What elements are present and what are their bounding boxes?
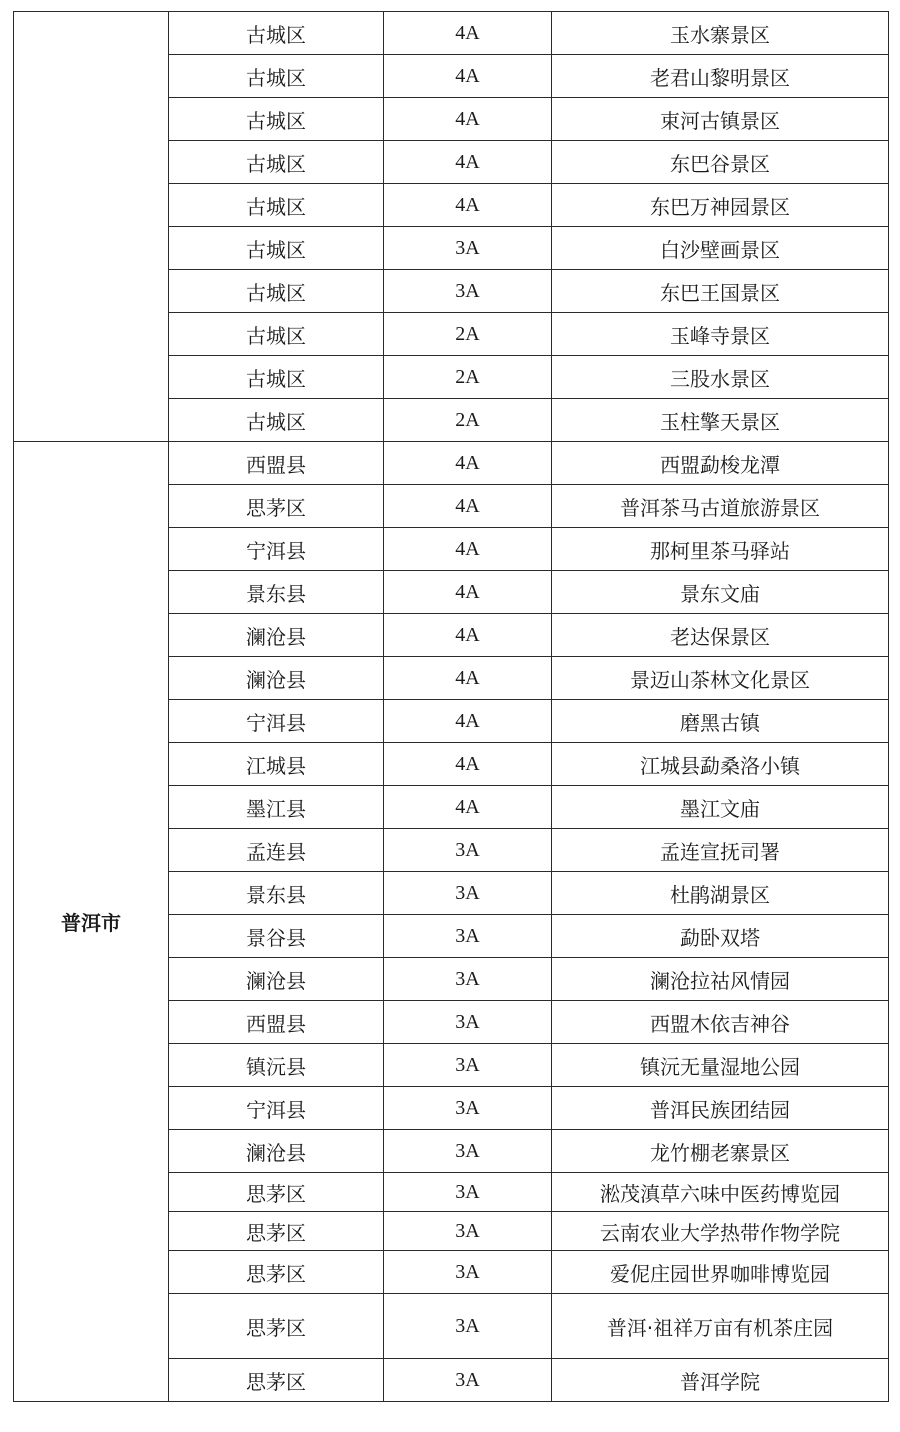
grade-cell: 4A — [384, 528, 552, 571]
district-cell: 西盟县 — [169, 1001, 384, 1044]
attraction-name-cell: 磨黑古镇 — [552, 700, 889, 743]
district-cell: 镇沅县 — [169, 1044, 384, 1087]
district-cell: 古城区 — [169, 356, 384, 399]
grade-cell: 3A — [384, 1044, 552, 1087]
district-cell: 宁洱县 — [169, 700, 384, 743]
grade-cell: 2A — [384, 313, 552, 356]
attraction-name-cell: 普洱学院 — [552, 1359, 889, 1402]
district-cell: 墨江县 — [169, 786, 384, 829]
grade-cell: 3A — [384, 227, 552, 270]
grade-cell: 3A — [384, 1251, 552, 1294]
attractions-table — [13, 11, 889, 1402]
attraction-name-cell: 普洱·祖祥万亩有机茶庄园 — [552, 1294, 889, 1359]
attraction-name-cell: 孟连宣抚司署 — [552, 829, 889, 872]
district-cell: 西盟县 — [169, 442, 384, 485]
district-cell: 思茅区 — [169, 485, 384, 528]
grade-cell: 4A — [384, 98, 552, 141]
grade-cell: 4A — [384, 700, 552, 743]
attraction-name-cell: 淞茂滇草六味中医药博览园 — [552, 1173, 889, 1212]
attraction-name-cell: 普洱茶马古道旅游景区 — [552, 485, 889, 528]
district-cell: 澜沧县 — [169, 958, 384, 1001]
grade-cell: 3A — [384, 270, 552, 313]
district-cell: 古城区 — [169, 313, 384, 356]
district-cell: 景东县 — [169, 872, 384, 915]
attraction-name-cell: 老君山黎明景区 — [552, 55, 889, 98]
attraction-name-cell: 杜鹃湖景区 — [552, 872, 889, 915]
district-cell: 古城区 — [169, 270, 384, 313]
district-cell: 古城区 — [169, 141, 384, 184]
district-cell: 思茅区 — [169, 1212, 384, 1251]
grade-cell: 4A — [384, 442, 552, 485]
grade-cell: 3A — [384, 1130, 552, 1173]
attraction-name-cell: 东巴谷景区 — [552, 141, 889, 184]
district-cell: 古城区 — [169, 399, 384, 442]
attraction-name-cell: 勐卧双塔 — [552, 915, 889, 958]
grade-cell: 3A — [384, 872, 552, 915]
district-cell: 古城区 — [169, 184, 384, 227]
district-cell: 宁洱县 — [169, 528, 384, 571]
district-cell: 古城区 — [169, 227, 384, 270]
attraction-name-cell: 澜沧拉祜风情园 — [552, 958, 889, 1001]
grade-cell: 3A — [384, 1173, 552, 1212]
grade-cell: 3A — [384, 1294, 552, 1359]
district-cell: 孟连县 — [169, 829, 384, 872]
attraction-name-cell: 墨江文庙 — [552, 786, 889, 829]
grade-cell: 3A — [384, 1087, 552, 1130]
grade-cell: 3A — [384, 1359, 552, 1402]
attraction-name-cell: 西盟勐梭龙潭 — [552, 442, 889, 485]
attraction-name-cell: 西盟木依吉神谷 — [552, 1001, 889, 1044]
attraction-name-cell: 普洱民族团结园 — [552, 1087, 889, 1130]
grade-cell: 4A — [384, 571, 552, 614]
attraction-name-cell: 江城县勐桑洛小镇 — [552, 743, 889, 786]
district-cell: 古城区 — [169, 12, 384, 55]
grade-cell: 4A — [384, 184, 552, 227]
district-cell: 澜沧县 — [169, 614, 384, 657]
grade-cell: 4A — [384, 743, 552, 786]
district-cell: 江城县 — [169, 743, 384, 786]
district-cell: 思茅区 — [169, 1173, 384, 1212]
attraction-name-cell: 那柯里茶马驿站 — [552, 528, 889, 571]
district-cell: 宁洱县 — [169, 1087, 384, 1130]
attraction-name-cell: 玉柱擎天景区 — [552, 399, 889, 442]
grade-cell: 4A — [384, 55, 552, 98]
grade-cell: 3A — [384, 829, 552, 872]
table-row — [14, 442, 889, 485]
attraction-name-cell: 爱伲庄园世界咖啡博览园 — [552, 1251, 889, 1294]
attraction-name-cell: 云南农业大学热带作物学院 — [552, 1212, 889, 1251]
grade-cell: 2A — [384, 399, 552, 442]
attraction-name-cell: 玉水寨景区 — [552, 12, 889, 55]
attraction-name-cell: 玉峰寺景区 — [552, 313, 889, 356]
district-cell: 景谷县 — [169, 915, 384, 958]
grade-cell: 3A — [384, 958, 552, 1001]
grade-cell: 4A — [384, 614, 552, 657]
attraction-name-cell: 老达保景区 — [552, 614, 889, 657]
grade-cell: 3A — [384, 1212, 552, 1251]
grade-cell: 3A — [384, 915, 552, 958]
district-cell: 澜沧县 — [169, 1130, 384, 1173]
grade-cell: 2A — [384, 356, 552, 399]
district-cell: 思茅区 — [169, 1359, 384, 1402]
attraction-name-cell: 三股水景区 — [552, 356, 889, 399]
grade-cell: 4A — [384, 485, 552, 528]
attraction-name-cell: 白沙壁画景区 — [552, 227, 889, 270]
grade-cell: 4A — [384, 786, 552, 829]
table-row — [14, 12, 889, 55]
city-cell: 普洱市 — [14, 442, 169, 1402]
district-cell: 景东县 — [169, 571, 384, 614]
grade-cell: 4A — [384, 12, 552, 55]
attraction-name-cell: 东巴万神园景区 — [552, 184, 889, 227]
district-cell: 思茅区 — [169, 1294, 384, 1359]
grade-cell: 3A — [384, 1001, 552, 1044]
attraction-name-cell: 镇沅无量湿地公园 — [552, 1044, 889, 1087]
attraction-name-cell: 景东文庙 — [552, 571, 889, 614]
district-cell: 古城区 — [169, 98, 384, 141]
attraction-name-cell: 龙竹棚老寨景区 — [552, 1130, 889, 1173]
district-cell: 澜沧县 — [169, 657, 384, 700]
attraction-name-cell: 东巴王国景区 — [552, 270, 889, 313]
grade-cell: 4A — [384, 141, 552, 184]
attraction-name-cell: 束河古镇景区 — [552, 98, 889, 141]
city-cell — [14, 12, 169, 442]
attraction-name-cell: 景迈山茶林文化景区 — [552, 657, 889, 700]
district-cell: 古城区 — [169, 55, 384, 98]
district-cell: 思茅区 — [169, 1251, 384, 1294]
grade-cell: 4A — [384, 657, 552, 700]
